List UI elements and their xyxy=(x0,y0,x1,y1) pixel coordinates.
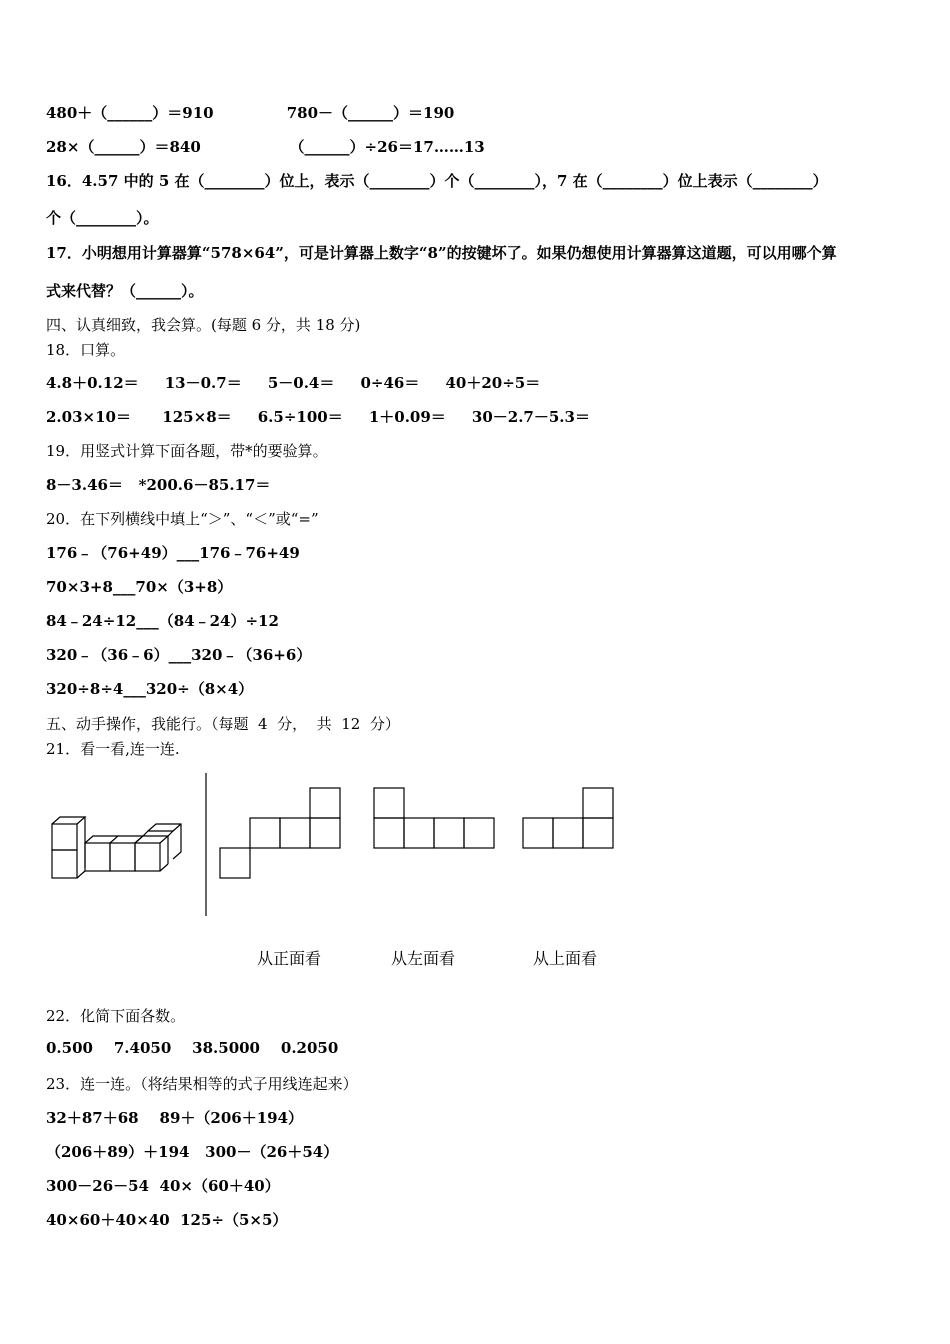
question-17: 17．小明想用计算器算“578×64”，可是计算器上数字“8”的按键坏了。如果仍想使用计算器算这道题，可以用哪个算 xyxy=(46,244,837,262)
compare-2: 70×3+8___70×（3+8） xyxy=(46,578,233,596)
question-17-cont: 式来代替？（______）。 xyxy=(46,282,204,300)
section-5-title: 五、动手操作，我能行。（每题 4 分， 共 12 分） xyxy=(46,715,400,733)
line-1: 480＋（______）＝910 780－（______）＝190 xyxy=(46,104,455,122)
caption-front-view: 从正面看 xyxy=(257,949,322,968)
question-16-cont: 个（________）。 xyxy=(46,209,159,227)
caption-left-view: 从左面看 xyxy=(391,949,456,968)
section-4-title: 四、认真细致，我会算。(每题 6 分，共 18 分) xyxy=(46,316,361,334)
question-21: 21．看一看,连一连. xyxy=(46,740,180,758)
compare-4: 320﹣（36﹣6）___320﹣（36+6） xyxy=(46,646,312,664)
compare-3: 84﹣24÷12___（84﹣24）÷12 xyxy=(46,612,279,630)
compare-5: 320÷8÷4___320÷（8×4） xyxy=(46,680,254,698)
question-19: 19．用竖式计算下面各题，带*的要验算。 xyxy=(46,442,328,460)
question-16: 16．4.57 中的 5 在（________）位上，表示（________）个（________），7 在（________）位上表示（________） xyxy=(46,172,828,190)
match-row-4: 40×60＋40×40 125÷（5×5） xyxy=(46,1211,288,1229)
question-18: 18．口算。 xyxy=(46,341,126,359)
line-2: 28×（______）＝840 （______）÷26＝17……13 xyxy=(46,138,485,156)
question-22: 22．化简下面各数。 xyxy=(46,1007,186,1025)
vertical-calc-row: 8－3.46＝ *200.6－85.17＝ xyxy=(46,476,271,494)
oral-calc-row-2: 2.03×10＝ 125×8＝ 6.5÷100＝ 1＋0.09＝ 30－2.7－5.3＝ xyxy=(46,408,590,426)
compare-1: 176﹣（76+49）___176﹣76+49 xyxy=(46,544,300,562)
oral-calc-row-1: 4.8＋0.12＝ 13－0.7＝ 5－0.4＝ 0÷46＝ 40＋20÷5＝ xyxy=(46,374,541,392)
match-row-1: 32＋87＋68 89＋（206＋194） xyxy=(46,1109,304,1127)
views-figure xyxy=(40,768,640,932)
match-row-2: （206＋89）＋194 300－（26＋54） xyxy=(46,1143,339,1161)
simplify-row: 0.500 7.4050 38.5000 0.2050 xyxy=(46,1039,339,1057)
caption-top-view: 从上面看 xyxy=(533,949,598,968)
match-row-3: 300－26－54 40×（60＋40） xyxy=(46,1177,280,1195)
cube-views-drawing xyxy=(40,768,640,928)
question-23: 23．连一连。（将结果相等的式子用线连起来） xyxy=(46,1075,358,1093)
question-20: 20．在下列横线中填上“＞”、“＜”或“=” xyxy=(46,510,319,528)
